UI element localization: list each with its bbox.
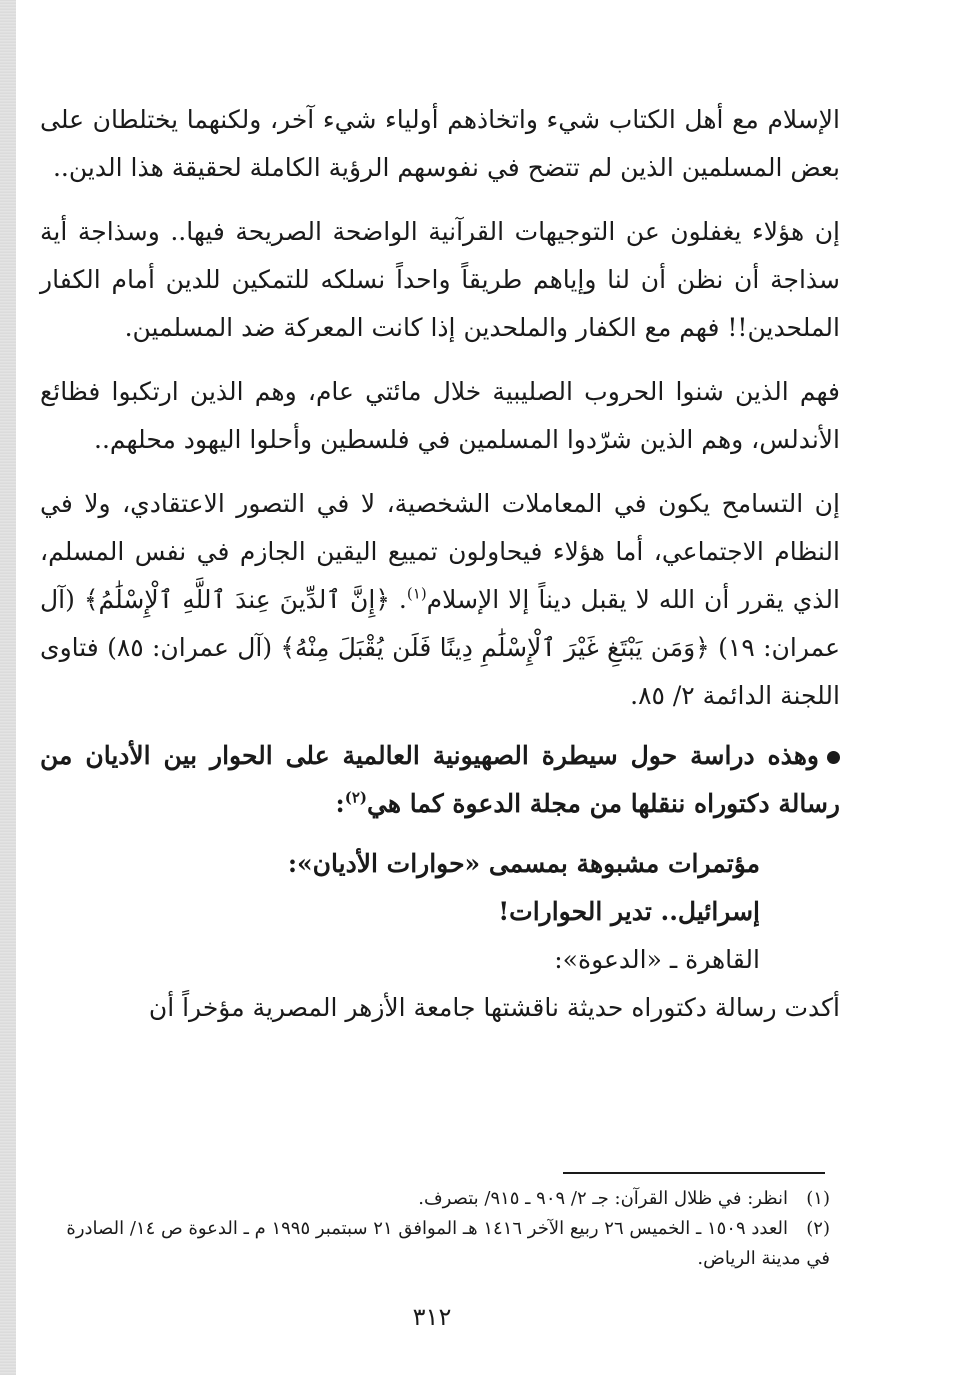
bullet-colon: : bbox=[335, 789, 345, 818]
footnote-1-number: (١) bbox=[806, 1188, 830, 1209]
bullet-text: وهذه دراسة حول سيطرة الصهيونية العالمية على الحوار بين الأديان من رسالة دكتوراه ننقلها من مجلة الدعوة كما هي bbox=[40, 741, 840, 818]
article-headline-2: إسرائيل.. تدير الحوارات! bbox=[498, 897, 760, 926]
paragraph-4: إن التسامح يكون في المعاملات الشخصية، لا في التصور الاعتقادي، ولا في النظام الاجتماعي، أما هؤلاء فيحاولون تمييع اليقين الجازم في نفس المسلم، الذي يقرر أن الله لا يقبل ديناً إلا الإسلام$^{(١)}$. ﴿إِنَّ ٱلدِّينَ عِندَ ٱللَّهِ ٱلْإِسْلَٰمُ﴾ (آل عمران: ١٩) ﴿وَمَن يَبْتَغِ غَيْرَ ٱلْإِسْلَٰمِ دِينًا فَلَن يُقْبَلَ مِنْهُ﴾ (آل عمران: ٨٥) فتاوى اللجنة الدائمة ٢/ ٨٥. bbox=[40, 489, 840, 710]
fatawa-citation: فتاوى اللجنة الدائمة ٢/ ٨٥. bbox=[40, 633, 840, 710]
footnote-1-text: انظر: في ظلال القرآن: جـ ٢/ ٩٠٩ ـ ٩١٥/ بتصرف. bbox=[418, 1188, 788, 1209]
scanned-page-edge bbox=[0, 0, 16, 1375]
quran-verse-2: ﴿وَمَن يَبْتَغِ غَيْرَ ٱلْإِسْلَٰمِ دِينًا فَلَن يُقْبَلَ مِنْهُ﴾ bbox=[280, 633, 710, 662]
footnote-divider bbox=[563, 1172, 825, 1174]
paragraph-4-text: إن التسامح يكون في المعاملات الشخصية، لا في التصور الاعتقادي، ولا في النظام الاجتماعي، أما هؤلاء فيحاولون تمييع اليقين الجازم في نفس المسلم، الذي يقرر أن الله لا يقبل ديناً إلا الإسلام bbox=[40, 489, 840, 614]
bullet-paragraph bbox=[40, 732, 840, 828]
article-dateline: القاهرة ـ «الدعوة»: bbox=[554, 945, 760, 974]
page-number: ٣١٢ bbox=[412, 1303, 452, 1331]
footnote-1 bbox=[40, 1184, 830, 1214]
footnote-ref-1: (١) bbox=[406, 584, 427, 603]
footnote-2-number: (٢) bbox=[806, 1218, 830, 1239]
footnote-2-text: العدد ١٥٠٩ ـ الخميس ٢٦ ربيع الآخر ١٤١٦ هـ الموافق ٢١ سبتمبر ١٩٩٥ م ـ الدعوة ص ١٤/ الصادرة في مدينة الرياض. bbox=[66, 1218, 830, 1269]
footnote-2 bbox=[40, 1214, 830, 1274]
paragraph-1: الإسلام مع أهل الكتاب شيء واتخاذهم أولياء شيء آخر، ولكنهما يختلطان على بعض المسلمين الذين لم تتضح في نفوسهم الرؤية الكاملة لحقيقة هذا الدين.. bbox=[40, 105, 840, 182]
page-body bbox=[40, 96, 840, 1048]
quran-verse-1: ﴿إِنَّ ٱلدِّينَ عِندَ ٱللَّهِ ٱلْإِسْلَٰمُ﴾ bbox=[83, 585, 390, 614]
article-lead: أكدت رسالة دكتوراه حديثة ناقشتها جامعة الأزهر المصرية مؤخراً أن bbox=[148, 993, 840, 1022]
bullet-icon bbox=[827, 751, 840, 764]
footnotes bbox=[40, 1184, 830, 1274]
paragraph-2: إن هؤلاء يغفلون عن التوجيهات القرآنية الواضحة الصريحة فيها.. وسذاجة أية سذاجة أن نظن أن لنا وإياهم طريقاً واحداً نسلكه للتمكين للدين أمام الكفار الملحدين!! فهم مع الكفار والملحدين إذا كانت المعركة ضد المسلمين. bbox=[40, 217, 840, 342]
quran-ref-2: (آل عمران: ٨٥) bbox=[107, 633, 273, 662]
paragraph-3: فهم الذين شنوا الحروب الصليبية خلال مائتي عام، وهم الذين ارتكبوا فظائع الأندلس، وهم الذين شرّدوا المسلمين في فلسطين وأحلوا اليهود محلهم.. bbox=[40, 377, 840, 454]
quran-ref-1: (آل عمران: ١٩) bbox=[40, 585, 840, 662]
footnote-ref-2: (٢) bbox=[344, 788, 367, 807]
article-headline-1: مؤتمرات مشبوهة بمسمى «حوارات الأديان»: bbox=[287, 849, 760, 878]
